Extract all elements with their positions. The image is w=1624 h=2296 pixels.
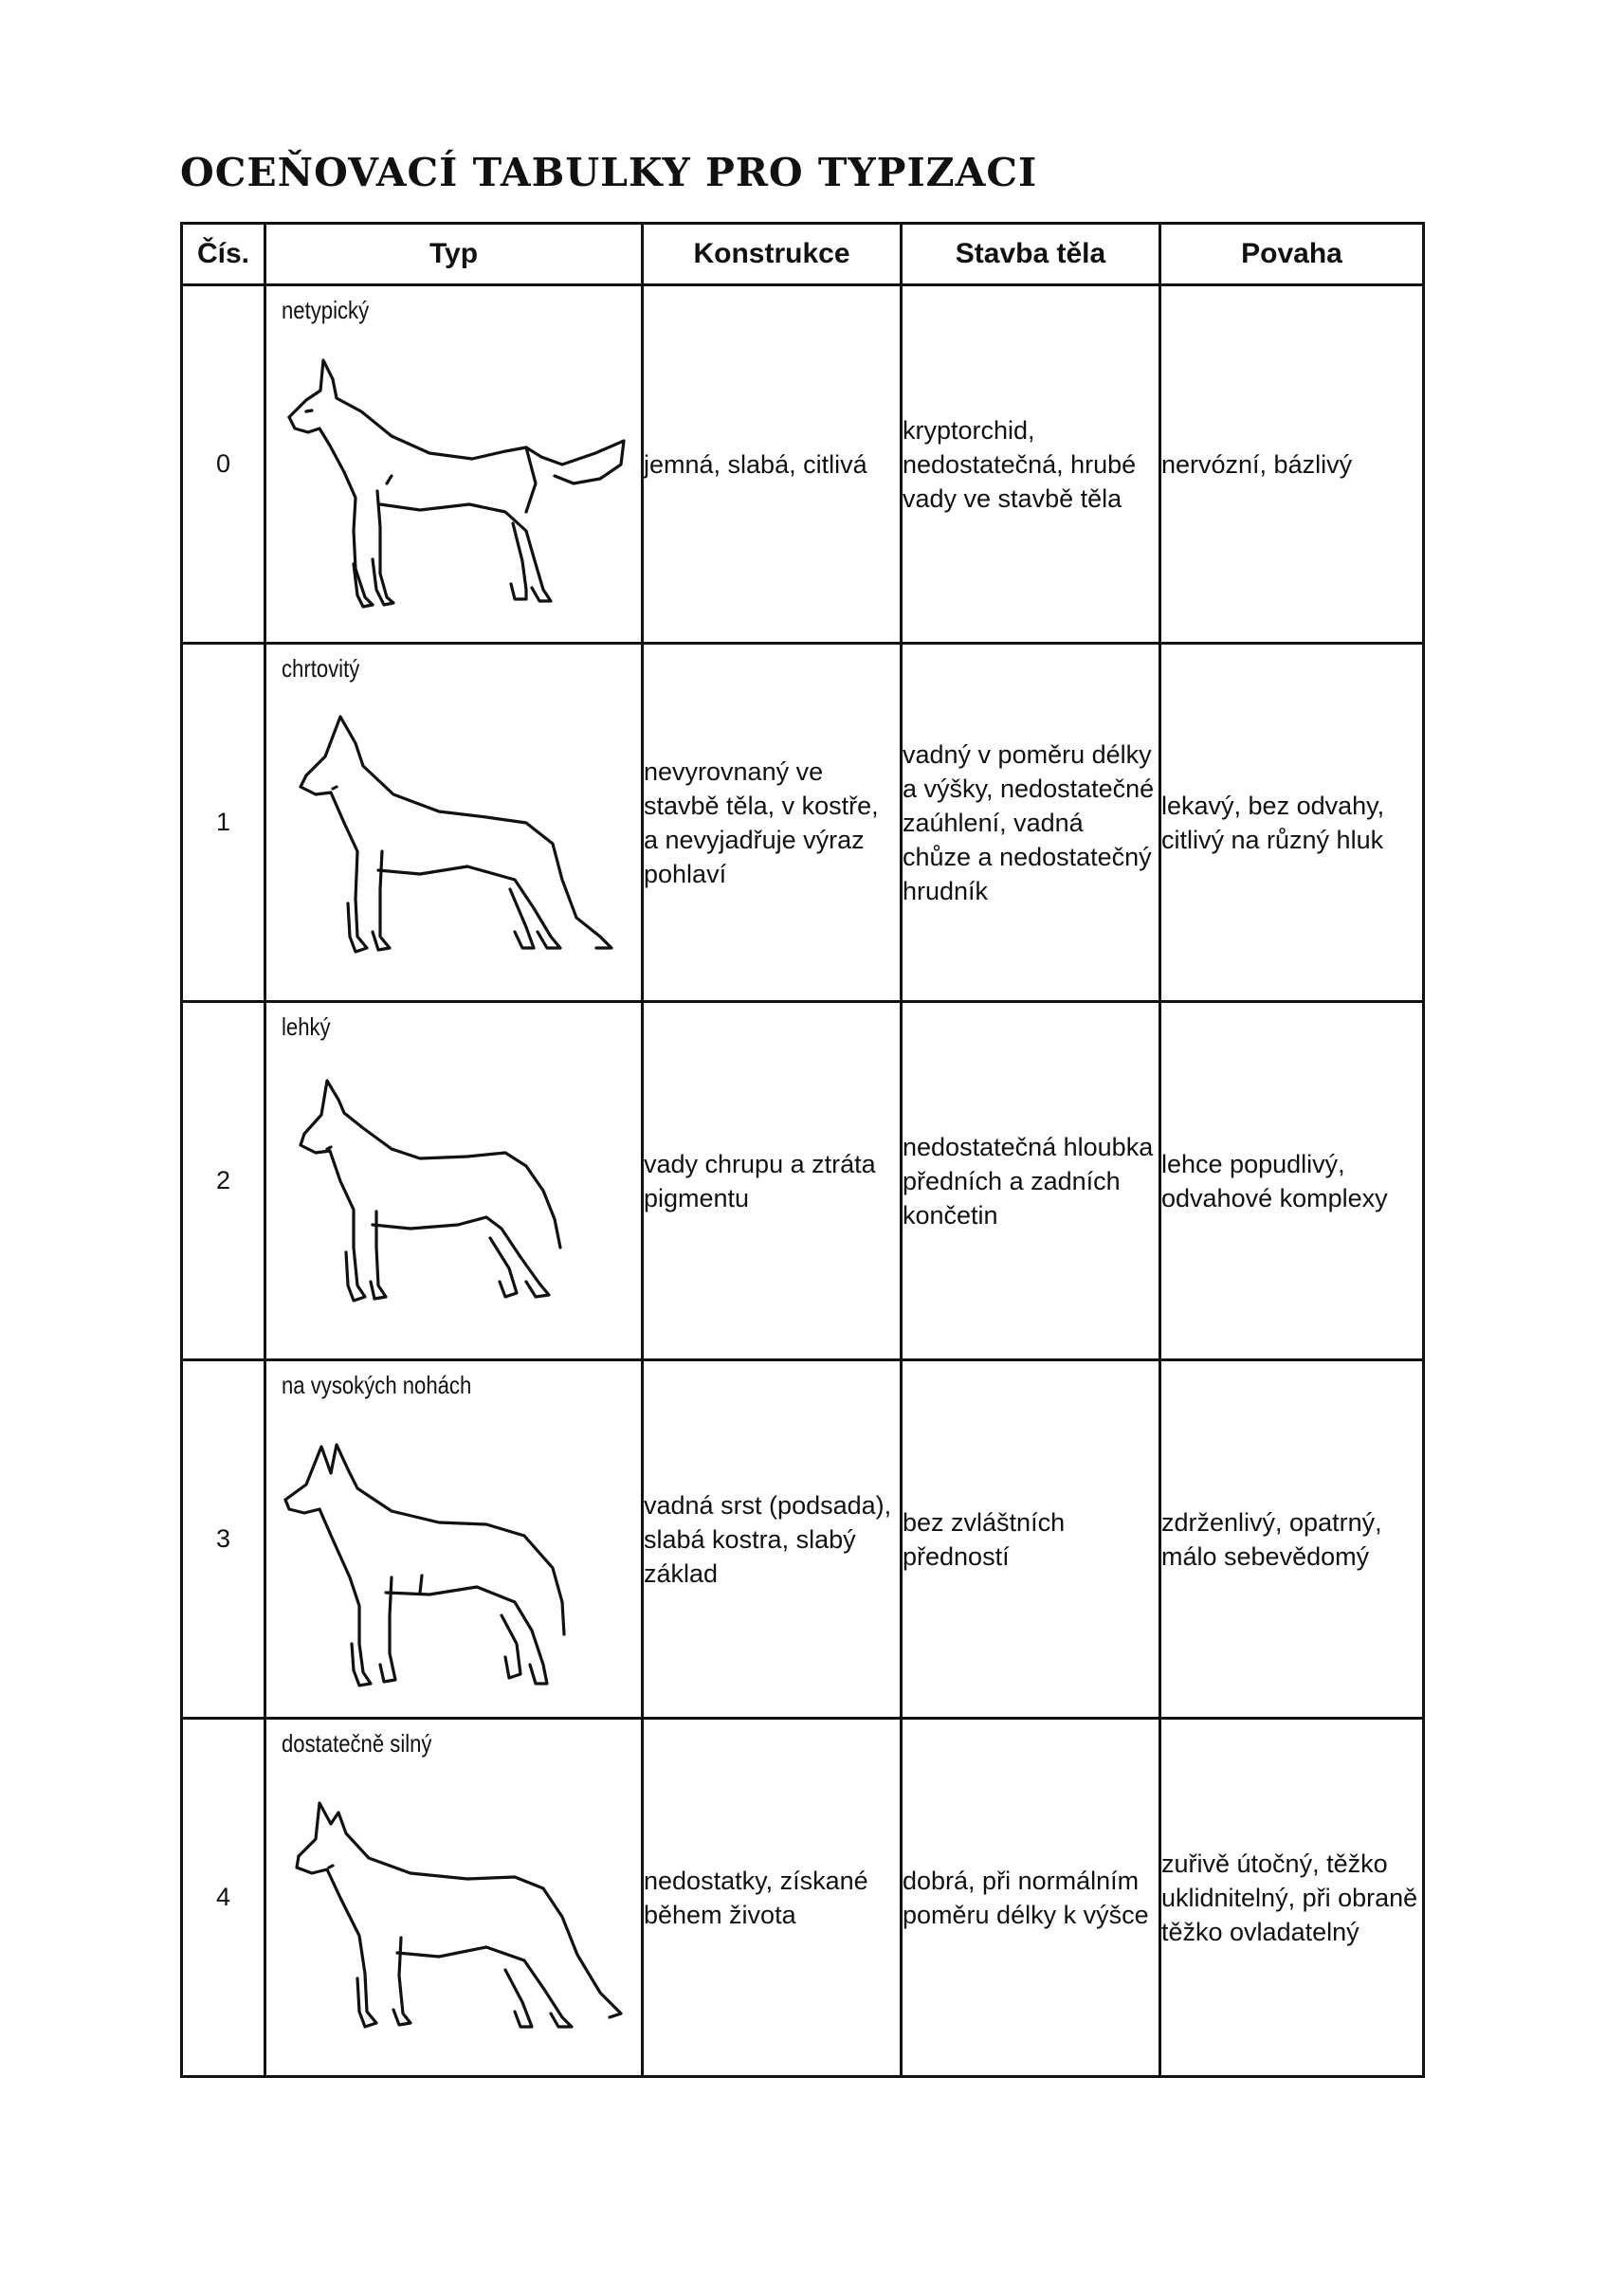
- table-row: [182, 285, 1424, 644]
- type-label: na vysokých nohách: [282, 1371, 472, 1399]
- header-body-build: Stavba těla: [902, 224, 1160, 285]
- type-label: dostatečně silný: [282, 1729, 432, 1758]
- dog-illustration-light-icon: [278, 1058, 629, 1342]
- body-build-text: nedostatečná hloubka předních a zadních končetin: [903, 1132, 1154, 1230]
- body-build-cell: [902, 644, 1160, 1002]
- body-build-cell: [902, 1360, 1160, 1719]
- temperament-text: zuřivě útočný, těžko uklidnitelný, při obraně těžko ovladatelný: [1161, 1849, 1418, 1946]
- body-build-text: kryptorchid, nedostatečná, hrubé vady ve stavbě těla: [903, 415, 1137, 513]
- row-number: 1: [182, 644, 265, 1002]
- rating-table: [180, 222, 1425, 2078]
- construction-text: vadná srst (podsada), slabá kostra, slabý základ: [644, 1490, 892, 1588]
- construction-text: jemná, slabá, citlivá: [644, 449, 867, 479]
- type-cell: [265, 285, 643, 644]
- temperament-text: zdrženlivý, opatrný, málo sebevědomý: [1161, 1507, 1382, 1571]
- temperament-text: lekavý, bez odvahy, citlivý na různý hluk: [1161, 791, 1385, 854]
- row-number: 3: [182, 1360, 265, 1719]
- table-row: [182, 1002, 1424, 1360]
- body-build-cell: [902, 1002, 1160, 1360]
- construction-text: vady chrupu a ztráta pigmentu: [644, 1149, 876, 1212]
- page-title: OCEŇOVACÍ TABULKY PRO TYPIZACI: [180, 150, 1038, 195]
- temperament-text: lehce popudlivý, odvahové komplexy: [1161, 1149, 1388, 1212]
- type-label: netypický: [282, 296, 370, 324]
- temperament-cell: [1160, 1002, 1424, 1360]
- temperament-text: nervózní, bázlivý: [1161, 449, 1353, 479]
- construction-cell: [643, 285, 902, 644]
- body-build-text: dobrá, při normálním poměru délky k výšce: [903, 1866, 1149, 1929]
- construction-cell: [643, 1719, 902, 2077]
- header-type: Typ: [265, 224, 643, 285]
- header-number: Čís.: [182, 224, 265, 285]
- construction-cell: [643, 1360, 902, 1719]
- row-number: 2: [182, 1002, 265, 1360]
- temperament-cell: [1160, 644, 1424, 1002]
- body-build-text: vadný v poměru délky a výšky, nedostatečné zaúhlení, vadná chůze a nedostatečný hrudník: [903, 739, 1155, 905]
- type-cell: [265, 644, 643, 1002]
- row-number: 4: [182, 1719, 265, 2077]
- type-label: lehký: [282, 1012, 331, 1041]
- construction-cell: [643, 1002, 902, 1360]
- construction-text: nevyrovnaný ve stavbě těla, v kostře, a nevyjadřuje výraz pohlaví: [644, 756, 879, 888]
- header-temperament: Povaha: [1160, 224, 1424, 285]
- temperament-cell: [1160, 285, 1424, 644]
- table-row: [182, 644, 1424, 1002]
- dog-illustration-sufficiently-strong-icon: [278, 1775, 629, 2059]
- type-cell: [265, 1360, 643, 1719]
- construction-text: nedostatky, získané během života: [644, 1866, 868, 1929]
- dog-illustration-high-legged-icon: [278, 1416, 629, 1701]
- dog-illustration-greyhound-like-icon: [278, 700, 629, 984]
- dog-illustration-atypical-icon: [278, 341, 629, 626]
- construction-cell: [643, 644, 902, 1002]
- type-cell: [265, 1719, 643, 2077]
- row-number: 0: [182, 285, 265, 644]
- body-build-cell: [902, 285, 1160, 644]
- table-row: [182, 1719, 1424, 2077]
- type-cell: [265, 1002, 643, 1360]
- table-header-row: [182, 224, 1424, 285]
- header-construction: Konstrukce: [643, 224, 902, 285]
- temperament-cell: [1160, 1719, 1424, 2077]
- body-build-cell: [902, 1719, 1160, 2077]
- type-label: chrtovitý: [282, 654, 360, 683]
- table-row: [182, 1360, 1424, 1719]
- temperament-cell: [1160, 1360, 1424, 1719]
- body-build-text: bez zvláštních předností: [903, 1507, 1066, 1571]
